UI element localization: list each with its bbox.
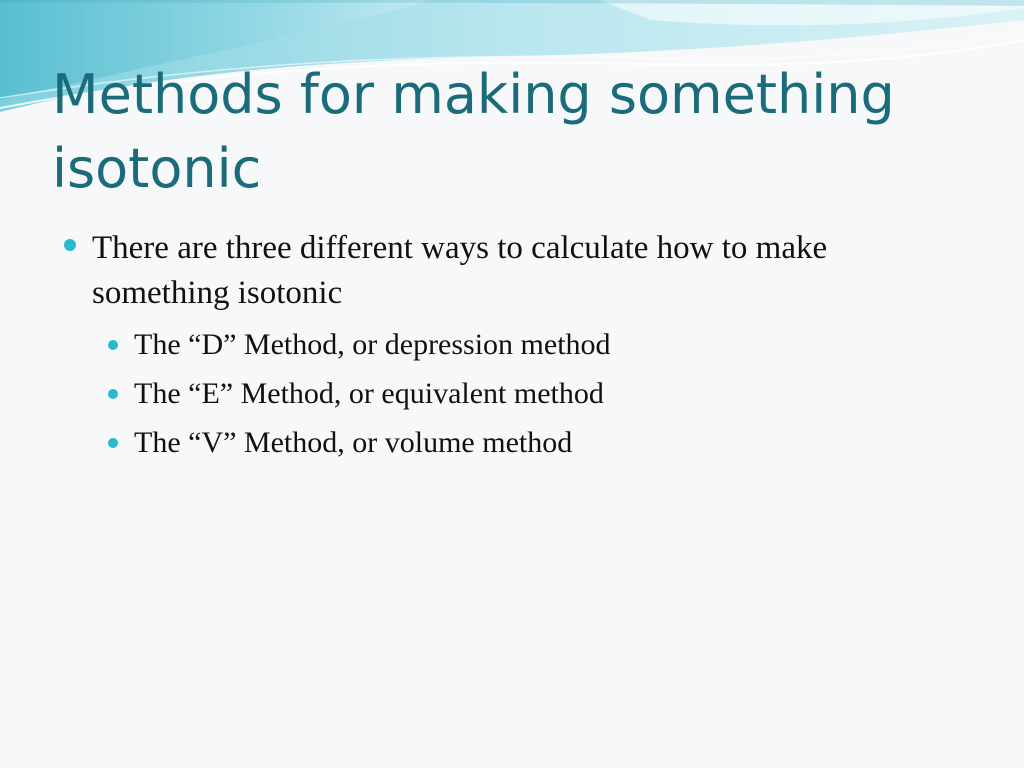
slide-title: Methods for making something isotonic (52, 63, 895, 200)
bullet-item (62, 226, 962, 316)
sub-bullet-item (62, 369, 962, 418)
sub-bullet-dot-icon (108, 389, 118, 399)
sub-bullet-list (62, 320, 962, 467)
sub-bullet-text: The “V” Method, or volume method (134, 426, 573, 459)
sub-bullet-text: The “E” Method, or equivalent method (134, 377, 604, 410)
bullet-dot-icon (64, 239, 76, 251)
slide-content (62, 226, 962, 467)
sub-bullet-item (62, 418, 962, 467)
sub-bullet-text: The “D” Method, or depression method (134, 328, 611, 361)
bullet-text: There are three different ways to calculate how to make something isotonic (92, 230, 828, 311)
sub-bullet-dot-icon (108, 340, 118, 350)
sub-bullet-dot-icon (108, 438, 118, 448)
sub-bullet-item (62, 320, 962, 369)
